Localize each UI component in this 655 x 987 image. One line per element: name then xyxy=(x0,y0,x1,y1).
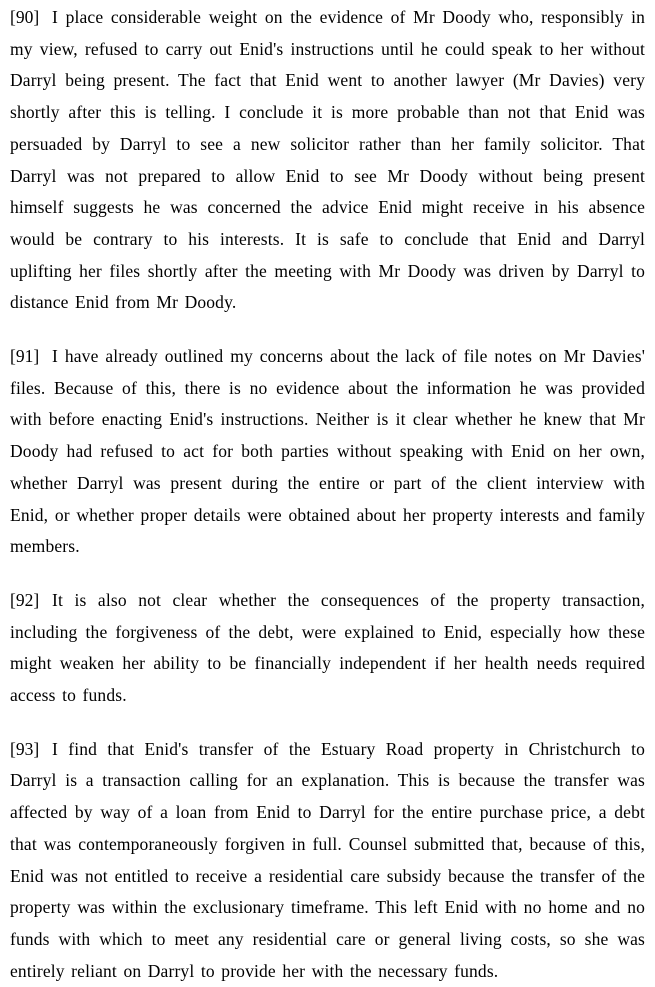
judgment-paragraph-92 xyxy=(10,585,645,712)
judgment-paragraph-93 xyxy=(10,734,645,987)
paragraph-text: I place considerable weight on the evidence of Mr Doody who, responsibly in my view, refused to carry out Enid's instructions until he could speak to her without Darryl being present. The fact that Enid went to another lawyer (Mr Davies) very shortly after this is telling. I conclude it is more probable than not that Enid was persuaded by Darryl to see a new solicitor rather than her family solicitor. That Darryl was not prepared to allow Enid to see Mr Doody without being present himself suggests he was concerned the advice Enid might receive in his absence would be contrary to his interests. It is safe to conclude that Enid and Darryl uplifting her files shortly after the meeting with Mr Doody was driven by Darryl to distance Enid from Mr Doody. xyxy=(10,7,645,313)
paragraph-number: [92] xyxy=(10,589,40,610)
paragraph-number: [93] xyxy=(10,738,40,759)
judgment-paragraph-90 xyxy=(10,2,645,319)
paragraph-text: I find that Enid's transfer of the Estuary Road property in Christchurch to Darryl is a transaction calling for an explanation. This is because the transfer was affected by way of a loan from Enid to Darryl for the entire purchase price, a debt that was contemporaneously forgiven in full. Counsel submitted that, because of this, Enid was not entitled to receive a residential care subsidy because the transfer of the property was within the exclusionary timeframe. This left Enid with no home and no funds with which to meet any residential care or general living costs, so she was entirely reliant on Darryl to provide her with the necessary funds. xyxy=(10,738,645,981)
paragraph-number: [90] xyxy=(10,7,40,27)
paragraph-number: [91] xyxy=(10,346,40,367)
paragraph-text: It is also not clear whether the consequences of the property transaction, including the forgiveness of the debt, were explained to Enid, especially how these might weaken her ability to be financially independent if her health needs required access to funds. xyxy=(10,589,645,706)
judgment-paragraph-91 xyxy=(10,341,645,563)
paragraph-text: I have already outlined my concerns about the lack of file notes on Mr Davies' files. Because of this, there is no evidence about the information he was provided with before enacting Enid's instructions. Neither is it clear whether he knew that Mr Doody had refused to act for both parties without speaking with Enid on her own, whether Darryl was present during the entire or part of the client interview with Enid, or whether proper details were obtained about her property interests and family members. xyxy=(10,346,645,557)
